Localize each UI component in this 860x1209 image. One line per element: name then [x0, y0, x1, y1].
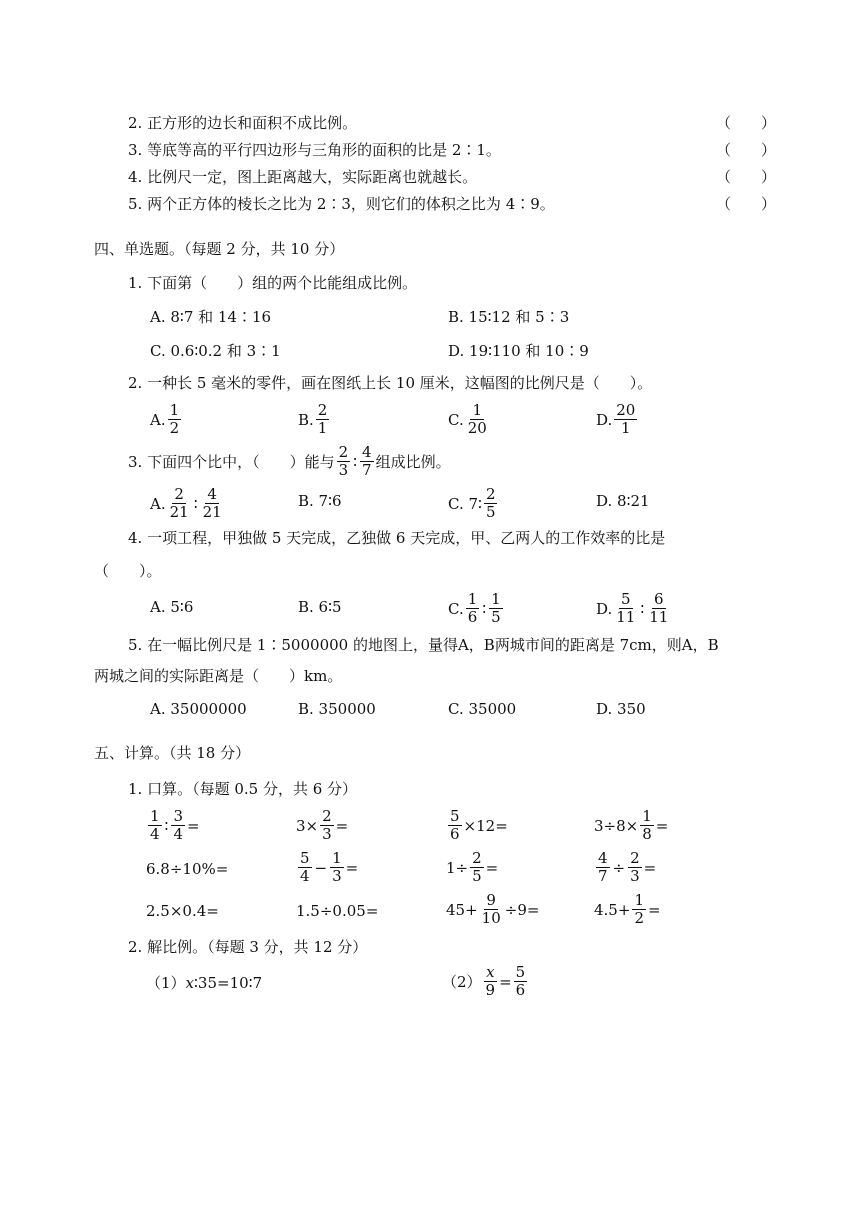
numerator: 3	[173, 807, 183, 825]
fraction	[640, 808, 654, 843]
denominator: 21	[202, 503, 222, 521]
option-label: A.	[150, 410, 166, 429]
operator: ÷	[612, 858, 626, 877]
denominator: 4	[150, 825, 160, 843]
fraction	[647, 591, 670, 626]
fraction	[320, 808, 334, 843]
equals: =	[499, 972, 512, 991]
option-label: B.	[298, 410, 314, 429]
q4-4-option-a: A. 5∶6	[150, 598, 194, 616]
numerator: 1	[491, 590, 501, 608]
fraction	[596, 850, 610, 885]
judge-item-4: 4. 比例尺一定，图上距离越大，实际距离也就越长。	[128, 168, 478, 186]
q4-3-option-b: B. 7∶6	[298, 492, 342, 510]
judge-item-5: 5. 两个正方体的棱长之比为 2∶3，则它们的体积之比为 4∶9。	[128, 195, 555, 213]
q4-2-option-a	[150, 402, 183, 437]
denominator: 3	[338, 461, 349, 479]
denominator: 1	[317, 419, 328, 437]
expr-text: 4.5+	[594, 900, 631, 919]
denominator: 6	[515, 981, 526, 999]
fraction	[628, 850, 642, 885]
equals: =	[485, 858, 499, 877]
oral-r3-e3	[446, 892, 539, 927]
denominator: 3	[322, 825, 332, 843]
q4-1-stem: 1. 下面第（ ）组的两个比能组成比例。	[128, 274, 418, 292]
expr-text: ÷9=	[504, 900, 540, 919]
q4-2-stem: 2. 一种长 5 毫米的零件，画在图纸上长 10 厘米，这幅图的比例尺是（ ）。	[128, 374, 653, 392]
solve-problem-1	[146, 972, 262, 994]
numerator: 1	[467, 590, 478, 608]
denominator: 2	[634, 909, 644, 927]
q4-5-stem-line1: 5. 在一幅比例尺是 1∶5000000 的地图上，量得A，B两城市间的距离是 7cm，则A，B	[128, 636, 719, 654]
fraction	[484, 964, 498, 999]
oral-r1-e3	[446, 808, 508, 843]
numerator: 2	[485, 485, 496, 503]
denominator: 21	[169, 503, 189, 521]
option-label: C.	[448, 410, 464, 429]
q4-4-option-c	[448, 591, 505, 626]
q4-4-option-b: B. 6∶5	[298, 598, 342, 616]
denominator: 4	[173, 825, 183, 843]
expr-text: ×12=	[463, 816, 508, 835]
denominator: 7	[598, 867, 608, 885]
denominator: 9	[485, 981, 496, 999]
denominator: 3	[630, 867, 640, 885]
solve-proportion-title: 2. 解比例。（每题 3 分，共 12 分）	[128, 938, 368, 956]
q4-3-option-c	[448, 486, 499, 521]
expr-text: 3×	[296, 816, 319, 835]
oral-r2-e2	[296, 850, 358, 885]
denominator: 7	[362, 461, 372, 479]
fraction	[614, 402, 637, 437]
oral-calc-title: 1. 口算。（每题 0.5 分，共 6 分）	[128, 780, 358, 798]
q4-4-stem-line2: （ ）。	[94, 562, 162, 580]
fraction	[489, 591, 503, 626]
ratio-colon: ∶	[193, 494, 198, 513]
answer-paren-4: （ ）	[716, 168, 777, 186]
q4-3-option-a	[150, 486, 226, 521]
q4-5-stem-line2: 两城之间的实际距离是（ ）km。	[94, 667, 343, 685]
equals: =	[187, 816, 200, 835]
fraction	[448, 808, 462, 843]
denominator: 3	[332, 867, 342, 885]
denominator: 11	[616, 608, 636, 626]
answer-paren-3: （ ）	[716, 141, 777, 159]
numerator: 2	[630, 849, 640, 867]
equals: =	[655, 816, 669, 835]
numerator: 2	[322, 807, 332, 825]
q4-3-option-d: D. 8∶21	[596, 492, 650, 510]
oral-r3-e1: 2.5×0.4=	[146, 902, 219, 920]
expr-text: ∶35=10∶7	[194, 974, 263, 992]
denominator: 6	[467, 608, 478, 626]
option-label: D.	[596, 410, 613, 429]
q4-1-option-c: C. 0.6∶0.2 和 3∶1	[150, 342, 281, 360]
q4-5-option-c: C. 35000	[448, 700, 517, 718]
q4-1-option-d: D. 19∶110 和 10∶9	[448, 342, 589, 360]
numerator: 2	[472, 849, 482, 867]
ratio-colon: ∶	[640, 599, 645, 618]
numerator: 1	[642, 807, 652, 825]
oral-r2-e1: 6.8÷10%=	[146, 860, 229, 878]
numerator: 1	[150, 807, 160, 825]
option-label: D.	[596, 599, 613, 618]
denominator: 5	[485, 503, 496, 521]
fraction	[148, 808, 162, 843]
denominator: 11	[649, 608, 669, 626]
fraction	[168, 402, 182, 437]
oral-r1-e4	[594, 808, 668, 843]
fraction	[171, 808, 185, 843]
q4-5-option-b: B. 350000	[298, 700, 376, 718]
fraction	[168, 486, 191, 521]
fraction	[466, 402, 489, 437]
option-label: C.	[448, 599, 464, 618]
fraction	[360, 444, 374, 479]
denominator: 6	[450, 825, 460, 843]
q4-3-stem	[128, 444, 451, 479]
q4-1-option-b: B. 15∶12 和 5∶3	[448, 308, 570, 326]
denominator: 5	[491, 608, 501, 626]
equals: =	[335, 816, 349, 835]
oral-r2-e4	[594, 850, 656, 885]
operator: −	[314, 858, 328, 877]
problem-number: （1）	[146, 974, 186, 992]
oral-r1-e2	[296, 808, 348, 843]
numerator: 1	[169, 401, 180, 419]
fraction	[614, 591, 637, 626]
operator: ∶	[164, 816, 169, 835]
numerator: 6	[654, 590, 664, 608]
numerator: 2	[317, 401, 328, 419]
expr-text: 45+	[446, 900, 478, 919]
q4-4-option-d	[596, 591, 672, 626]
numerator: 4	[207, 485, 217, 503]
answer-paren-5: （ ）	[716, 195, 777, 213]
numerator: 5	[450, 807, 460, 825]
numerator: 9	[486, 891, 496, 909]
numerator: 5	[300, 849, 310, 867]
fraction	[632, 892, 646, 927]
denominator: 1	[621, 419, 631, 437]
stem-text: 3. 下面四个比中，（ ）能与	[128, 452, 335, 471]
fraction	[337, 444, 351, 479]
oral-r2-e3	[446, 850, 498, 885]
fraction	[470, 850, 484, 885]
expr-text: 1÷	[446, 858, 469, 877]
numerator: 5	[515, 963, 526, 981]
numerator: 1	[332, 849, 342, 867]
option-label: A.	[150, 494, 166, 513]
numerator: x	[486, 963, 495, 981]
oral-r3-e4	[594, 892, 661, 927]
q4-2-option-b	[298, 402, 331, 437]
numerator: 2	[174, 485, 184, 503]
denominator: 4	[300, 867, 310, 885]
numerator: 20	[616, 401, 636, 419]
denominator: 8	[642, 825, 652, 843]
q4-4-stem-line1: 4. 一项工程，甲独做 5 天完成，乙独做 6 天完成，甲、乙两人的工作效率的比是	[128, 529, 666, 547]
ratio-colon: ∶	[482, 599, 487, 618]
problem-number: （2）	[442, 972, 482, 991]
variable-x: x	[185, 974, 195, 992]
stem-text: 组成比例。	[375, 452, 451, 471]
oral-r3-e2: 1.5÷0.05=	[296, 902, 379, 920]
denominator: 2	[169, 419, 180, 437]
fraction	[514, 964, 528, 999]
fraction	[298, 850, 312, 885]
numerator: 1	[472, 401, 483, 419]
fraction	[484, 486, 498, 521]
numerator: 5	[621, 590, 631, 608]
q4-5-option-d: D. 350	[596, 700, 646, 718]
fraction	[330, 850, 344, 885]
solve-problem-2	[442, 964, 529, 999]
judge-item-2: 2. 正方形的边长和面积不成比例。	[128, 114, 358, 132]
option-label: C. 7∶	[448, 494, 482, 513]
fraction	[201, 486, 224, 521]
fraction	[316, 402, 330, 437]
answer-paren-2: （ ）	[716, 114, 777, 132]
numerator: 1	[634, 891, 644, 909]
denominator: 10	[481, 909, 501, 927]
expr-text: 3÷8×	[594, 816, 639, 835]
numerator: 2	[338, 443, 349, 461]
section-4-title: 四、单选题。（每题 2 分，共 10 分）	[94, 240, 345, 258]
judge-item-3: 3. 等底等高的平行四边形与三角形的面积的比是 2∶1。	[128, 141, 501, 159]
equals: =	[647, 900, 661, 919]
fraction	[466, 591, 480, 626]
equals: =	[345, 858, 359, 877]
numerator: 4	[598, 849, 608, 867]
oral-r1-e1	[146, 808, 200, 843]
section-5-title: 五、计算。（共 18 分）	[94, 744, 251, 762]
denominator: 20	[467, 419, 487, 437]
q4-5-option-a: A. 35000000	[150, 700, 247, 718]
q4-2-option-c	[448, 402, 491, 437]
fraction	[480, 892, 503, 927]
equals: =	[643, 858, 657, 877]
numerator: 4	[362, 443, 372, 461]
ratio-colon: ∶	[353, 452, 358, 471]
denominator: 5	[472, 867, 482, 885]
q4-1-option-a: A. 8∶7 和 14∶16	[150, 308, 272, 326]
q4-2-option-d	[596, 402, 639, 437]
